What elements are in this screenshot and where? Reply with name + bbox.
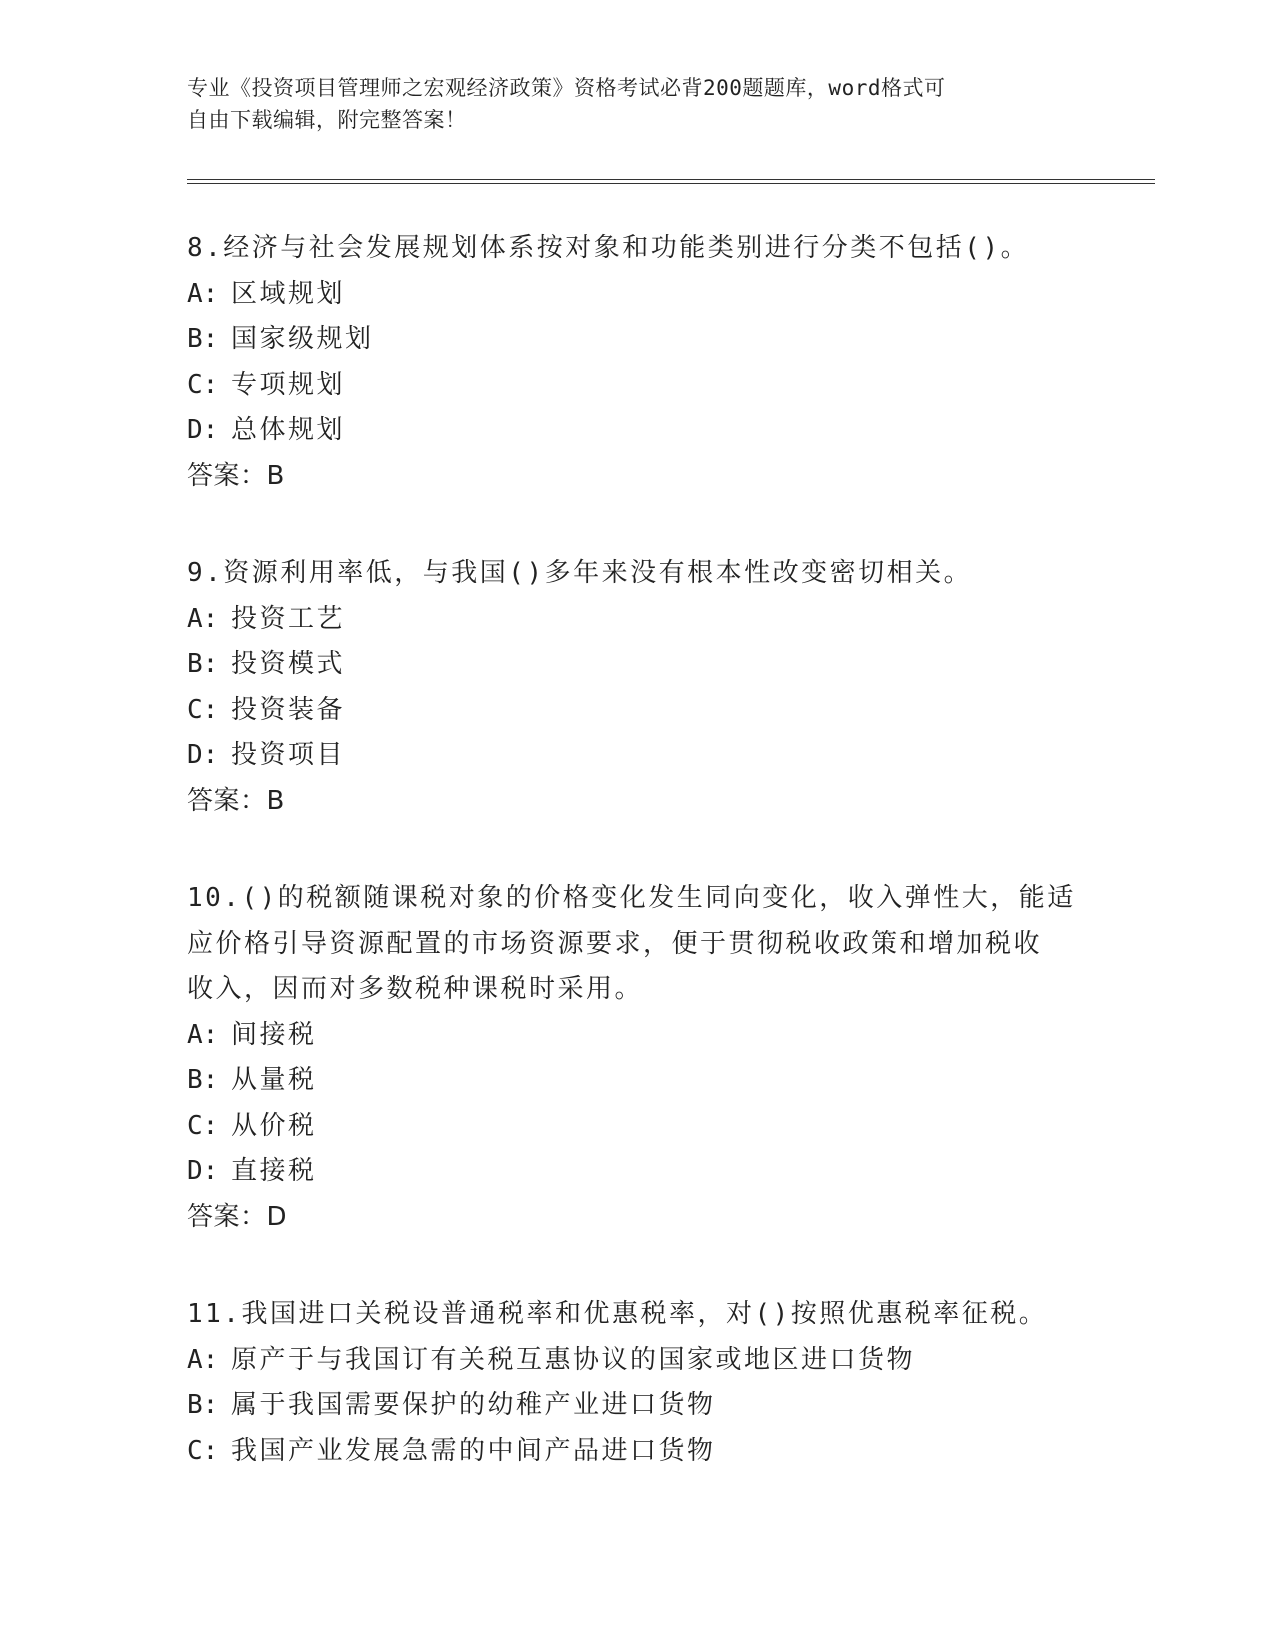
question-stem	[187, 876, 1087, 1013]
document-header	[187, 72, 1057, 136]
option-text: 属于我国需要保护的幼稚产业进口货物	[231, 1390, 716, 1420]
answer: 答案：B	[187, 460, 285, 491]
option-letter: A:	[187, 1019, 219, 1050]
question-stem-line: 10.()的税额随课税对象的价格变化发生同向变化，收入弹性大，能适	[187, 883, 1076, 913]
option-text: 原产于与我国订有关税互惠协议的国家或地区进口货物	[231, 1344, 916, 1375]
option-letter: B:	[187, 1390, 219, 1420]
option-text: 区域规划	[231, 278, 346, 309]
header-line-2: 自由下载编辑，附完整答案！	[187, 108, 467, 132]
option-text: 间接税	[231, 1019, 317, 1050]
header-divider	[187, 179, 1155, 184]
option-letter: C:	[187, 369, 219, 400]
option-text: 投资模式	[231, 649, 346, 679]
question-stem-line: 应价格引导资源配置的市场资源要求，便于贯彻税收政策和增加税收	[187, 928, 1043, 959]
question-stem: 8.经济与社会发展规划体系按对象和功能类别进行分类不包括()。	[187, 233, 1030, 263]
option-d	[187, 733, 1157, 779]
option-text: 投资工艺	[231, 603, 346, 634]
option-letter: D:	[187, 415, 219, 445]
option-text: 专项规划	[231, 369, 346, 400]
option-b	[187, 317, 1157, 363]
option-a	[187, 1338, 1157, 1384]
question-9	[187, 551, 1157, 824]
answer: 答案：D	[187, 1201, 288, 1232]
question-8	[187, 226, 1157, 499]
document-page	[187, 72, 1157, 1474]
option-letter: D:	[187, 740, 219, 770]
option-letter: A:	[187, 1344, 219, 1375]
option-text: 从价税	[231, 1110, 317, 1141]
answer: 答案：B	[187, 785, 285, 816]
question-stem: 9.资源利用率低，与我国()多年来没有根本性改变密切相关。	[187, 558, 973, 588]
question-stem: 11.我国进口关税设普通税率和优惠税率，对()按照优惠税率征税。	[187, 1299, 1048, 1329]
option-a	[187, 272, 1157, 318]
option-c	[187, 688, 1157, 734]
option-text: 投资装备	[231, 694, 346, 725]
option-text: 从量税	[231, 1065, 317, 1095]
question-11	[187, 1292, 1157, 1474]
option-a	[187, 1013, 1157, 1059]
option-d	[187, 1149, 1157, 1195]
option-letter: B:	[187, 1065, 219, 1095]
option-d	[187, 408, 1157, 454]
option-letter: B:	[187, 649, 219, 679]
option-text: 我国产业发展急需的中间产品进口货物	[231, 1435, 716, 1466]
header-line-1: 专业《投资项目管理师之宏观经济政策》资格考试必背200题题库，word格式可	[187, 76, 946, 100]
option-letter: A:	[187, 603, 219, 634]
option-text: 国家级规划	[231, 324, 374, 354]
option-c	[187, 363, 1157, 409]
option-b	[187, 1383, 1157, 1429]
option-letter: A:	[187, 278, 219, 309]
option-text: 总体规划	[231, 415, 346, 445]
option-letter: C:	[187, 1110, 219, 1141]
option-c	[187, 1104, 1157, 1150]
option-letter: C:	[187, 1435, 219, 1466]
option-letter: C:	[187, 694, 219, 725]
option-b	[187, 1058, 1157, 1104]
option-letter: D:	[187, 1156, 219, 1186]
option-text: 投资项目	[231, 740, 346, 770]
question-stem-line: 收入，因而对多数税种课税时采用。	[187, 974, 644, 1004]
option-c	[187, 1429, 1157, 1475]
option-letter: B:	[187, 324, 219, 354]
question-10	[187, 876, 1157, 1240]
option-b	[187, 642, 1157, 688]
option-text: 直接税	[231, 1156, 317, 1186]
option-a	[187, 597, 1157, 643]
